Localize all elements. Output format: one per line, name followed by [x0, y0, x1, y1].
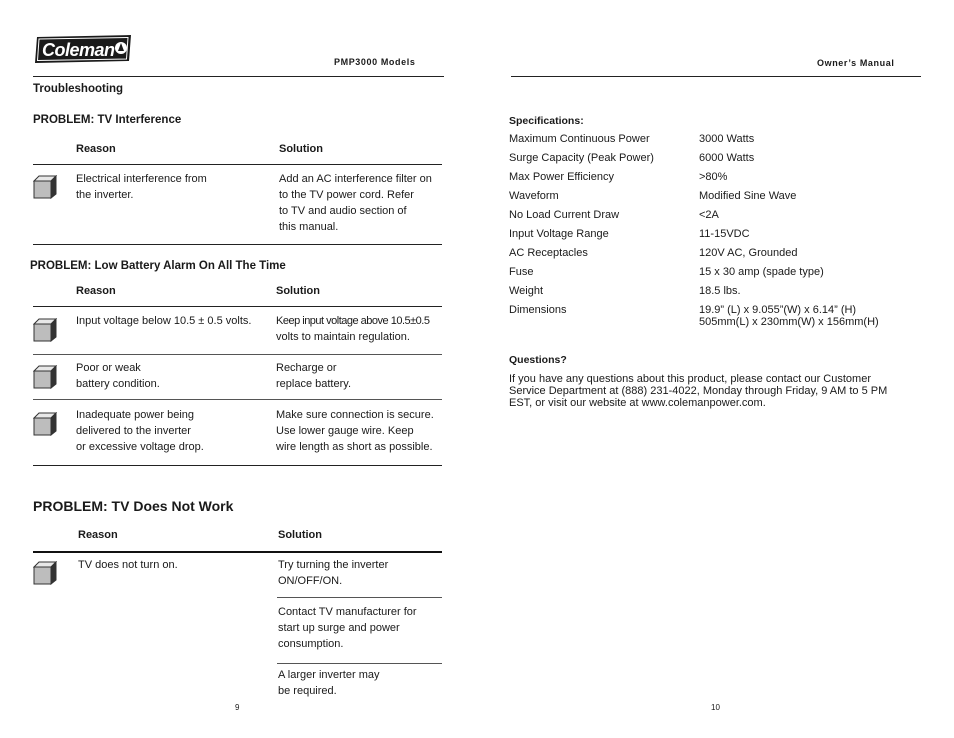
- spec-value: 18.5 lbs.: [699, 285, 741, 297]
- p1-reason-header: Reason: [76, 143, 116, 155]
- p1-solution: Add an AC interference filter on to the TV power cord. Refer to TV and audio section of this manual.: [279, 173, 432, 233]
- p3-reason-header: Reason: [78, 529, 118, 541]
- header-rule-right: [511, 76, 921, 77]
- p3-header-rule: [33, 551, 442, 553]
- header-rule-left: [33, 76, 444, 77]
- p1-reason: Electrical interference from the inverter.: [76, 173, 207, 201]
- p2-row3-solution: Make sure connection is secure. Use lower gauge wire. Keep wire length as short as possible.: [276, 409, 434, 453]
- spec-label: Maximum Continuous Power: [509, 133, 650, 145]
- spec-label: Max Power Efficiency: [509, 171, 614, 183]
- problem-2-title: PROBLEM: Low Battery Alarm On All The Time: [30, 260, 286, 272]
- p1-header-rule: [33, 164, 442, 165]
- page-number-left: 9: [235, 703, 240, 712]
- coleman-logo: [33, 33, 135, 65]
- spec-label: Fuse: [509, 266, 534, 278]
- specs-title: Specifications:: [509, 115, 584, 127]
- spec-label: AC Receptacles: [509, 247, 588, 259]
- cube-bullet-icon: [33, 365, 57, 389]
- p2-row1-solution: Keep input voltage above 10.5±0.5 volts to maintain regulation.: [276, 315, 430, 343]
- p2-bottom-rule: [33, 465, 442, 466]
- svg-text:Coleman: Coleman: [42, 40, 115, 60]
- p2-row2-reason: Poor or weak battery condition.: [76, 362, 160, 390]
- p3-solution-rule-2: [277, 663, 442, 664]
- spec-value: >80%: [699, 171, 728, 183]
- questions-text: If you have any questions about this product, please contact our Customer Service Department at (888) 231-4022, Monday through Friday, 9 AM to 5 PM EST, or visit our website at www.colemanpower.com.: [509, 373, 888, 409]
- cube-bullet-icon: [33, 175, 57, 199]
- p3-reason: TV does not turn on.: [78, 559, 178, 571]
- spec-value: 120V AC, Grounded: [699, 247, 798, 259]
- spec-value: 11-15VDC: [699, 228, 750, 240]
- spec-value: 3000 Watts: [699, 133, 755, 145]
- spec-label: Input Voltage Range: [509, 228, 609, 240]
- p1-solution-header: Solution: [279, 143, 323, 155]
- p2-reason-header: Reason: [76, 285, 116, 297]
- p2-header-rule: [33, 306, 442, 307]
- section-title: Troubleshooting: [33, 83, 124, 95]
- p2-row3-reason: Inadequate power being delivered to the inverter or excessive voltage drop.: [76, 409, 204, 453]
- spec-label: Waveform: [509, 190, 559, 202]
- spec-label: Weight: [509, 285, 544, 297]
- p2-solution-header: Solution: [276, 285, 320, 297]
- spec-value: 6000 Watts: [699, 152, 755, 164]
- right-header-title: Owner’s Manual: [817, 58, 895, 68]
- p3-solution-1: Try turning the inverter ON/OFF/ON.: [278, 559, 389, 587]
- p2-row2-solution: Recharge or replace battery.: [276, 362, 352, 390]
- p1-bottom-rule: [33, 244, 442, 245]
- spec-label: Surge Capacity (Peak Power): [509, 152, 654, 164]
- page-number-right: 10: [711, 703, 720, 712]
- p3-solution-2: Contact TV manufacturer for start up surge and power consumption.: [278, 606, 417, 650]
- spec-label: Dimensions: [509, 304, 567, 316]
- cube-bullet-icon: [33, 412, 57, 436]
- left-header-title: PMP3000 Models: [334, 57, 416, 67]
- spec-value: 19.9” (L) x 9.055”(W) x 6.14” (H) 505mm(L) x 230mm(W) x 156mm(H): [699, 304, 879, 328]
- spec-value: <2A: [699, 209, 719, 221]
- p2-row2-rule: [33, 399, 442, 400]
- p3-solution-3: A larger inverter may be required.: [278, 669, 380, 697]
- p2-row1-rule: [33, 354, 442, 355]
- p3-solution-rule-1: [277, 597, 442, 598]
- cube-bullet-icon: [33, 561, 57, 585]
- p3-solution-header: Solution: [278, 529, 322, 541]
- questions-title: Questions?: [509, 354, 567, 366]
- problem-1-title: PROBLEM: TV Interference: [33, 114, 182, 126]
- problem-3-title: PROBLEM: TV Does Not Work: [33, 498, 234, 514]
- spec-value: 15 x 30 amp (spade type): [699, 266, 824, 278]
- p2-row1-reason: Input voltage below 10.5 ± 0.5 volts.: [76, 315, 252, 327]
- spec-value: Modified Sine Wave: [699, 190, 797, 202]
- spec-label: No Load Current Draw: [509, 209, 620, 221]
- cube-bullet-icon: [33, 318, 57, 342]
